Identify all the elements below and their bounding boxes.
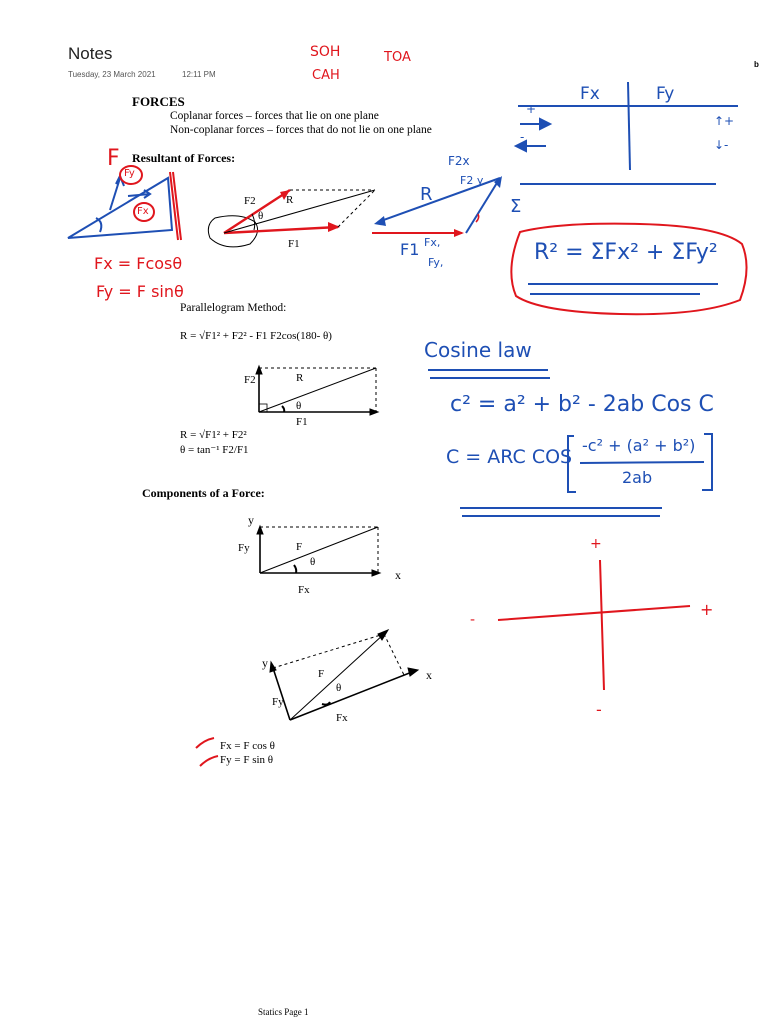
sign-table (516, 82, 738, 184)
f2-label: F2 (244, 195, 256, 207)
theta-tan-eq: θ = tan⁻¹ F2/F1 (180, 444, 249, 456)
f2y-note: F2 y (460, 174, 484, 187)
parallelogram-formula: R = √F1² + F2² - F1 F2cos(180- θ) (180, 330, 332, 342)
rect-theta-label: θ (296, 400, 302, 412)
comp1-theta-label: θ (310, 556, 316, 568)
red-tick-marks (196, 738, 218, 766)
arccos-denominator: 2ab (622, 468, 653, 487)
handwritten-f: F (107, 146, 120, 171)
comp2-theta-label: θ (336, 682, 342, 694)
rect-f1-label: F1 (296, 416, 308, 428)
axis-minus-bottom: - (596, 700, 602, 719)
side-mark: b (754, 60, 759, 69)
cah-note: CAH (312, 68, 340, 83)
rect-r-label: R (296, 372, 304, 384)
table-down: ↓- (714, 138, 729, 152)
fx-cos-note: Fx = Fcosθ (94, 254, 183, 273)
resultant-heading: Resultant of Forces: (132, 151, 236, 165)
axis-plus-top: + (590, 536, 602, 552)
comp1-x-label: x (395, 568, 401, 582)
components-diagram-2 (270, 630, 418, 720)
r-formula-frame (511, 224, 746, 315)
f1y-note: Fy, (428, 256, 444, 269)
arccos-numerator: -c² + (a² + b²) (582, 436, 696, 455)
table-up: ↑+ (714, 114, 735, 128)
comp2-fx-label: Fx (336, 712, 348, 724)
red-axes (498, 560, 690, 690)
note-time: 12:11 PM (182, 70, 216, 79)
table-fx-header: Fx (580, 84, 600, 104)
note-date: Tuesday, 23 March 2021 (68, 70, 156, 79)
coplanar-definition: Coplanar forces – forces that lie on one plane (170, 110, 379, 122)
fy-sin-eq: Fy = F sin θ (220, 754, 274, 766)
comp1-f-label: F (296, 541, 303, 553)
page-title: Notes (68, 44, 113, 63)
f1-label: F1 (288, 238, 300, 250)
forces-heading: FORCES (132, 94, 185, 109)
f1x-note: Fx, (424, 236, 441, 249)
r-pythag-eq: R = √F1² + F2² (180, 429, 247, 441)
arccos-label: C = ARC COS (446, 446, 573, 468)
fy-circle-note: Fy (124, 168, 135, 179)
table-plus: + (526, 102, 537, 116)
cosine-law-title: Cosine law (424, 338, 532, 362)
cosine-law-eq: c² = a² + b² - 2ab Cos C (450, 392, 714, 417)
comp1-fx-label: Fx (298, 584, 310, 596)
comp1-fy-label: Fy (238, 542, 250, 554)
axis-plus-right: + (700, 600, 714, 619)
r-label: R (286, 194, 294, 206)
table-minus: - (520, 130, 525, 144)
fy-sin-note: Fy = F sinθ (96, 282, 184, 301)
r-note: R (420, 184, 433, 205)
components-diagram-1 (257, 526, 380, 576)
components-heading: Components of a Force: (142, 486, 265, 500)
fx-cos-eq: Fx = F cos θ (220, 740, 275, 752)
non-coplanar-definition: Non-coplanar forces – forces that do not lie on one plane (170, 124, 432, 136)
rect-f2-label: F2 (244, 374, 256, 386)
parallelogram-heading: Parallelogram Method: (180, 302, 287, 314)
force-triangle-sketch (68, 176, 172, 238)
comp2-y-label: y (262, 656, 268, 670)
theta-label: θ (258, 210, 264, 222)
comp2-x-label: x (426, 668, 432, 682)
r-sum-formula: R² = ΣFx² + ΣFy² (534, 240, 718, 265)
sigma-note: Σ (510, 196, 522, 217)
comp1-y-label: y (248, 513, 254, 527)
f2x-note: F2x (448, 154, 470, 168)
page-footer: Statics Page 1 (258, 1007, 309, 1017)
f1-note: F1 (400, 240, 420, 259)
rectangle-diagram (256, 366, 378, 415)
axis-minus-left: - (470, 612, 476, 628)
soh-note: SOH (310, 44, 341, 60)
table-fy-header: Fy (656, 84, 675, 104)
comp2-fy-label: Fy (272, 696, 284, 708)
toa-note: TOA (384, 50, 411, 65)
comp2-f-label: F (318, 668, 325, 680)
fx-circle-note: Fx (137, 206, 149, 217)
